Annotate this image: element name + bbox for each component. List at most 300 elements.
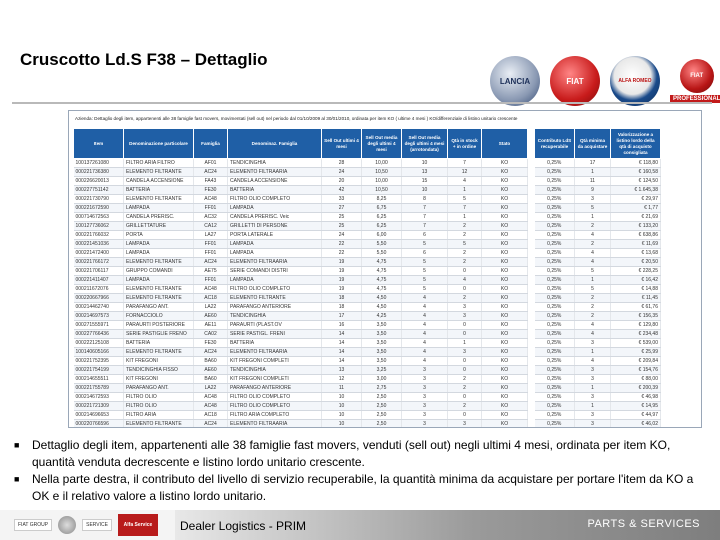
table-cell: 5,50	[362, 249, 402, 258]
table-cell: 3,50	[362, 339, 402, 348]
table-row	[535, 357, 661, 366]
table-row	[74, 411, 528, 420]
table-row	[535, 168, 661, 177]
table-cell: € 124,50	[611, 177, 661, 186]
table-row	[74, 276, 528, 285]
table-cell: CANDELA ACCENSIONE	[228, 177, 322, 186]
table-row	[74, 339, 528, 348]
alfa-service-badge: Alfa Service	[118, 514, 158, 536]
table-cell: 100140605166	[74, 348, 124, 357]
table-cell: 3	[448, 420, 482, 429]
table-cell: LA27	[194, 231, 228, 240]
table-row	[74, 177, 528, 186]
table-cell: 0,25%	[535, 294, 575, 303]
title-divider	[12, 102, 712, 104]
table-cell: FILTRO OLIO COMPLETO	[228, 195, 322, 204]
table-cell: 12	[448, 168, 482, 177]
table-cell: 0	[448, 411, 482, 420]
table-cell: 3	[575, 195, 611, 204]
table-row	[535, 294, 661, 303]
table-cell: FILTRO ARIA FILTRO	[124, 159, 194, 168]
table-cell: KO	[482, 159, 528, 168]
table-cell: FA43	[194, 177, 228, 186]
table-cell: 0,25%	[535, 411, 575, 420]
table-cell: KIT FREGONI	[124, 357, 194, 366]
table-row	[74, 186, 528, 195]
table-cell: 2	[448, 249, 482, 258]
table-cell: KO	[482, 339, 528, 348]
table-cell: ELEMENTO FILTRANTE	[124, 294, 194, 303]
column-header: Sell Out media degli ultimi 4 mesi (arrotondata)	[402, 129, 448, 159]
table-row	[535, 177, 661, 186]
table-cell: BATTERIA	[228, 339, 322, 348]
table-cell: ELEMENTO FILTRANTE	[124, 420, 194, 429]
table-cell: 000221766032	[74, 231, 124, 240]
table-cell: LA22	[194, 384, 228, 393]
table-cell: 0,25%	[535, 258, 575, 267]
table-cell: 000221752395	[74, 357, 124, 366]
table-cell: 42	[322, 186, 362, 195]
table-cell: 4	[402, 330, 448, 339]
table-cell: 0,25%	[535, 393, 575, 402]
table-row	[535, 231, 661, 240]
table-cell: 2	[448, 384, 482, 393]
column-header: Denominazione particolare	[124, 129, 194, 159]
table-cell: € 118,80	[611, 159, 661, 168]
table-row	[74, 195, 528, 204]
table-cell: 3,50	[362, 330, 402, 339]
table-cell: 14	[322, 339, 362, 348]
table-cell: PORTA LATERALE	[228, 231, 322, 240]
table-cell: 3	[575, 339, 611, 348]
table-cell: 3	[402, 384, 448, 393]
table-cell: 0,25%	[535, 384, 575, 393]
table-cell: KO	[482, 204, 528, 213]
table-cell: 2	[448, 258, 482, 267]
table-cell: 6,25	[362, 213, 402, 222]
table-cell: SERIE COMANDI DISTRI	[228, 267, 322, 276]
table-cell: 0,25%	[535, 402, 575, 411]
table-cell: 4	[448, 276, 482, 285]
table-row	[535, 258, 661, 267]
table-cell: 5,50	[362, 240, 402, 249]
table-cell: ELEMENTO FILTRAARIA	[228, 420, 322, 429]
table-cell: TENDICINGHIA	[228, 366, 322, 375]
table-cell: 2,50	[362, 411, 402, 420]
table-cell: 5	[402, 258, 448, 267]
table-cell: PARAFANGO ANT.	[124, 384, 194, 393]
table-cell: 0,25%	[535, 159, 575, 168]
table-cell: 0,25%	[535, 276, 575, 285]
right-header-row	[535, 129, 661, 159]
table-cell: 1	[448, 339, 482, 348]
table-cell: FF01	[194, 240, 228, 249]
table-cell: KO	[482, 375, 528, 384]
table-row	[535, 366, 661, 375]
table-cell: LA22	[194, 303, 228, 312]
table-cell: 000221766172	[74, 258, 124, 267]
table-cell: 000221472400	[74, 249, 124, 258]
table-cell: AE60	[194, 312, 228, 321]
bullet-item	[14, 437, 704, 471]
table-cell: € 539,00	[611, 339, 661, 348]
table-cell: 18	[322, 294, 362, 303]
service-logo-text: SERVICE	[82, 519, 112, 531]
table-cell: KO	[482, 312, 528, 321]
table-cell: 2	[448, 375, 482, 384]
table-cell: GRUPPO COMANDI	[124, 267, 194, 276]
table-cell: ELEMENTO FILTRAARIA	[228, 348, 322, 357]
table-cell: 2	[575, 294, 611, 303]
table-cell: 19	[322, 276, 362, 285]
table-cell: 0,25%	[535, 348, 575, 357]
table-cell: KO	[482, 168, 528, 177]
table-cell: 000221754199	[74, 366, 124, 375]
table-cell: 000211672076	[74, 285, 124, 294]
table-cell: ELEMENTO FILTRAARIA	[228, 168, 322, 177]
table-cell: 22	[322, 240, 362, 249]
table-cell: 0,25%	[535, 204, 575, 213]
table-cell: 0,25%	[535, 321, 575, 330]
table-cell: GRILLETTATURE	[124, 222, 194, 231]
table-row	[74, 294, 528, 303]
table-cell: 1	[448, 213, 482, 222]
table-cell: € 61,76	[611, 303, 661, 312]
table-cell: 10	[322, 411, 362, 420]
table-cell: KO	[482, 177, 528, 186]
table-cell: KO	[482, 294, 528, 303]
table-cell: KO	[482, 393, 528, 402]
column-header: Valorizzazione a listino lordo della qtà di acquisto consigliata	[611, 129, 661, 159]
fiat-group-badge: FIAT GROUP	[14, 519, 52, 531]
table-cell: CANDELA ACCENSIONE	[124, 177, 194, 186]
table-row	[74, 357, 528, 366]
table-cell: 3	[575, 420, 611, 429]
table-cell: FF01	[194, 204, 228, 213]
fiat-pro-text: FIAT	[690, 73, 704, 79]
table-cell: 3	[448, 312, 482, 321]
table-cell: ELEMENTO FILTRANTE	[124, 285, 194, 294]
table-cell: 0,25%	[535, 267, 575, 276]
alfa-logo-text: ALFA ROMEO	[618, 78, 652, 84]
table-cell: ELEMENTO FILTRANTE	[124, 195, 194, 204]
table-cell: LAMPADA	[228, 240, 322, 249]
table-cell: 3	[448, 348, 482, 357]
table-row	[535, 213, 661, 222]
table-cell: LAMPADA	[228, 204, 322, 213]
table-cell: FILTRO ARIA	[124, 411, 194, 420]
table-cell: KO	[482, 411, 528, 420]
table-cell: € 11,45	[611, 294, 661, 303]
table-cell: SERIE PASTIGL. FRENI	[228, 330, 322, 339]
table-cell: 4,75	[362, 267, 402, 276]
table-cell: 27	[322, 204, 362, 213]
column-header: Denominaz. Famiglia	[228, 129, 322, 159]
table-cell: 5	[402, 267, 448, 276]
table-cell: 000214655511	[74, 375, 124, 384]
table-cell: 7	[402, 213, 448, 222]
table-cell: TENDICINGHIA	[228, 159, 322, 168]
table-cell: 0	[448, 366, 482, 375]
spreadsheet-image	[68, 110, 702, 428]
table-cell: € 88,00	[611, 375, 661, 384]
table-cell: 000221451036	[74, 240, 124, 249]
table-cell: FILTRO OLIO COMPLETO	[228, 402, 322, 411]
table-cell: 0	[448, 321, 482, 330]
table-row	[535, 276, 661, 285]
table-cell: FILTRO OLIO	[124, 393, 194, 402]
table-cell: TENDICINGHIA	[228, 312, 322, 321]
table-cell: 4,25	[362, 312, 402, 321]
table-cell: 1	[575, 348, 611, 357]
table-cell: 25	[322, 222, 362, 231]
table-cell: 4,75	[362, 276, 402, 285]
table-cell: 4	[402, 357, 448, 366]
table-cell: TENDICINGHIA FISSO	[124, 366, 194, 375]
table-cell: 5	[448, 240, 482, 249]
table-row	[535, 411, 661, 420]
table-cell: 4	[575, 231, 611, 240]
table-cell: 2	[448, 402, 482, 411]
table-row	[74, 420, 528, 429]
table-cell: € 46,02	[611, 420, 661, 429]
table-cell: FF01	[194, 276, 228, 285]
table-cell: AE60	[194, 366, 228, 375]
table-cell: 0,25%	[535, 366, 575, 375]
table-cell: € 129,80	[611, 321, 661, 330]
table-cell: 0,25%	[535, 222, 575, 231]
table-row	[535, 159, 661, 168]
table-cell: 3	[575, 375, 611, 384]
table-cell: KO	[482, 240, 528, 249]
column-header: Qtà in stock + in ordine	[448, 129, 482, 159]
table-cell: € 200,39	[611, 384, 661, 393]
table-cell: 4	[402, 339, 448, 348]
table-row	[74, 384, 528, 393]
table-cell: 7	[402, 222, 448, 231]
table-cell: 24	[322, 168, 362, 177]
table-cell: AC48	[194, 195, 228, 204]
brand-logos	[490, 56, 720, 106]
table-cell: 5	[402, 276, 448, 285]
table-cell: AC24	[194, 168, 228, 177]
table-cell: 17	[575, 159, 611, 168]
table-cell: 1	[448, 186, 482, 195]
table-cell: 0,25%	[535, 303, 575, 312]
table-cell: 4,75	[362, 285, 402, 294]
table-cell: 6,00	[362, 231, 402, 240]
table-cell: 0,25%	[535, 177, 575, 186]
table-cell: 2	[448, 231, 482, 240]
table-cell: AC32	[194, 213, 228, 222]
table-cell: 4,50	[362, 303, 402, 312]
table-cell: KO	[482, 276, 528, 285]
table-cell: 7	[402, 204, 448, 213]
table-cell: 000214696653	[74, 411, 124, 420]
bullet-list	[14, 437, 704, 505]
table-cell: 2,75	[362, 384, 402, 393]
table-cell: € 46,98	[611, 393, 661, 402]
footer-bar	[0, 510, 720, 540]
table-cell: 10,50	[362, 168, 402, 177]
table-cell: 1	[575, 276, 611, 285]
alfa-romeo-logo-icon	[610, 56, 660, 106]
table-cell: 14	[322, 357, 362, 366]
table-cell: 4	[448, 177, 482, 186]
table-cell: AE75	[194, 267, 228, 276]
bullet-item	[14, 471, 704, 505]
table-cell: 13	[402, 168, 448, 177]
table-row	[74, 366, 528, 375]
table-cell: 3,50	[362, 321, 402, 330]
table-cell: € 14,88	[611, 285, 661, 294]
table-cell: 000221411407	[74, 276, 124, 285]
table-cell: € 14,95	[611, 402, 661, 411]
table-cell: 3	[575, 366, 611, 375]
table-cell: 7	[448, 204, 482, 213]
table-cell: CA02	[194, 330, 228, 339]
table-cell: BA60	[194, 375, 228, 384]
column-header: Item	[74, 129, 124, 159]
table-cell: PARAFANGO ANTERIORE	[228, 384, 322, 393]
table-cell: KIT FREGONI COMPLETI	[228, 357, 322, 366]
left-table-body	[74, 159, 528, 429]
table-cell: 000220667966	[74, 294, 124, 303]
table-cell: 3	[402, 366, 448, 375]
table-cell: 8,25	[362, 195, 402, 204]
table-cell: GRILLETTI DI PERSONE	[228, 222, 322, 231]
table-cell: 0,25%	[535, 420, 575, 429]
table-row	[74, 393, 528, 402]
table-cell: € 133,20	[611, 222, 661, 231]
table-cell: AE11	[194, 321, 228, 330]
table-cell: € 638,86	[611, 231, 661, 240]
table-cell: 0	[448, 393, 482, 402]
table-row	[535, 303, 661, 312]
table-cell: 10,00	[362, 159, 402, 168]
table-row	[74, 159, 528, 168]
table-cell: BATTERIA	[228, 186, 322, 195]
table-cell: 000214672593	[74, 393, 124, 402]
table-cell: 6	[402, 231, 448, 240]
table-row	[535, 186, 661, 195]
table-cell: 3,50	[362, 348, 402, 357]
table-cell: 3	[402, 375, 448, 384]
table-cell: KIT FREGONI COMPLETI	[228, 375, 322, 384]
table-cell: 3	[402, 411, 448, 420]
table-cell: 28	[322, 159, 362, 168]
table-cell: € 21,69	[611, 213, 661, 222]
table-row	[74, 258, 528, 267]
table-row	[535, 384, 661, 393]
table-cell: 000227766436	[74, 330, 124, 339]
table-cell: KO	[482, 267, 528, 276]
table-cell: 5	[402, 285, 448, 294]
table-cell: 11	[322, 384, 362, 393]
table-cell: KO	[482, 348, 528, 357]
table-cell: 100127736062	[74, 222, 124, 231]
table-cell: € 209,84	[611, 357, 661, 366]
table-cell: 3	[575, 411, 611, 420]
table-cell: 000221736380	[74, 168, 124, 177]
table-cell: 2	[575, 312, 611, 321]
table-cell: € 13,68	[611, 249, 661, 258]
table-cell: ELEMENTO FILTRANTE	[124, 168, 194, 177]
right-table-body	[535, 159, 661, 429]
table-row	[74, 312, 528, 321]
table-cell: 7	[448, 159, 482, 168]
table-cell: 19	[322, 267, 362, 276]
table-cell: 4	[402, 312, 448, 321]
table-row	[535, 204, 661, 213]
table-cell: KO	[482, 222, 528, 231]
table-cell: 4	[575, 330, 611, 339]
table-cell: 000222125108	[74, 339, 124, 348]
table-cell: AC48	[194, 402, 228, 411]
table-cell: € 234,48	[611, 330, 661, 339]
table-cell: 20	[322, 177, 362, 186]
table-row	[535, 249, 661, 258]
table-cell: 0,25%	[535, 339, 575, 348]
table-cell: KIT FREGONI	[124, 375, 194, 384]
table-row	[74, 267, 528, 276]
table-cell: € 11,69	[611, 240, 661, 249]
table-cell: 0	[448, 285, 482, 294]
right-table	[534, 128, 661, 428]
table-cell: 25	[322, 213, 362, 222]
table-cell: ELEMENTO FILTRANTE	[124, 258, 194, 267]
table-cell: 0,25%	[535, 285, 575, 294]
table-cell: AC48	[194, 393, 228, 402]
table-cell: CANDELA PRERISC. Veic	[228, 213, 322, 222]
table-row	[74, 402, 528, 411]
column-header: Famiglia	[194, 129, 228, 159]
table-cell: 5	[575, 267, 611, 276]
table-cell: 1	[575, 402, 611, 411]
table-cell: BATTERIA	[124, 339, 194, 348]
lancia-logo-text: LANCIA	[499, 76, 531, 86]
table-cell: 000214462740	[74, 303, 124, 312]
table-cell: ELEMENTO FILTRANTE	[124, 348, 194, 357]
table-row	[535, 330, 661, 339]
table-cell: KO	[482, 303, 528, 312]
table-cell: 0,25%	[535, 213, 575, 222]
table-row	[535, 375, 661, 384]
parts-services-label: PARTS & SERVICES	[587, 518, 700, 530]
table-cell: € 44,97	[611, 411, 661, 420]
table-cell: 10	[322, 420, 362, 429]
table-cell: 4	[575, 357, 611, 366]
table-cell: 000226620013	[74, 177, 124, 186]
table-cell: KO	[482, 195, 528, 204]
table-cell: € 156,35	[611, 312, 661, 321]
table-row	[74, 249, 528, 258]
table-cell: FILTRO OLIO COMPLETO	[228, 393, 322, 402]
table-cell: KO	[482, 384, 528, 393]
table-cell: 000227751142	[74, 186, 124, 195]
sheet-grid	[73, 128, 661, 428]
table-cell: 3	[402, 393, 448, 402]
column-header: Sell Out media degli ultimi 4 mesi	[362, 129, 402, 159]
professional-label: PROFESSIONAL	[670, 95, 720, 103]
table-cell: 6,75	[362, 204, 402, 213]
table-cell: 10	[402, 186, 448, 195]
table-cell: 12	[322, 375, 362, 384]
table-cell: 8	[402, 195, 448, 204]
table-cell: KO	[482, 321, 528, 330]
table-cell: 000220766596	[74, 420, 124, 429]
table-cell: 10	[402, 159, 448, 168]
